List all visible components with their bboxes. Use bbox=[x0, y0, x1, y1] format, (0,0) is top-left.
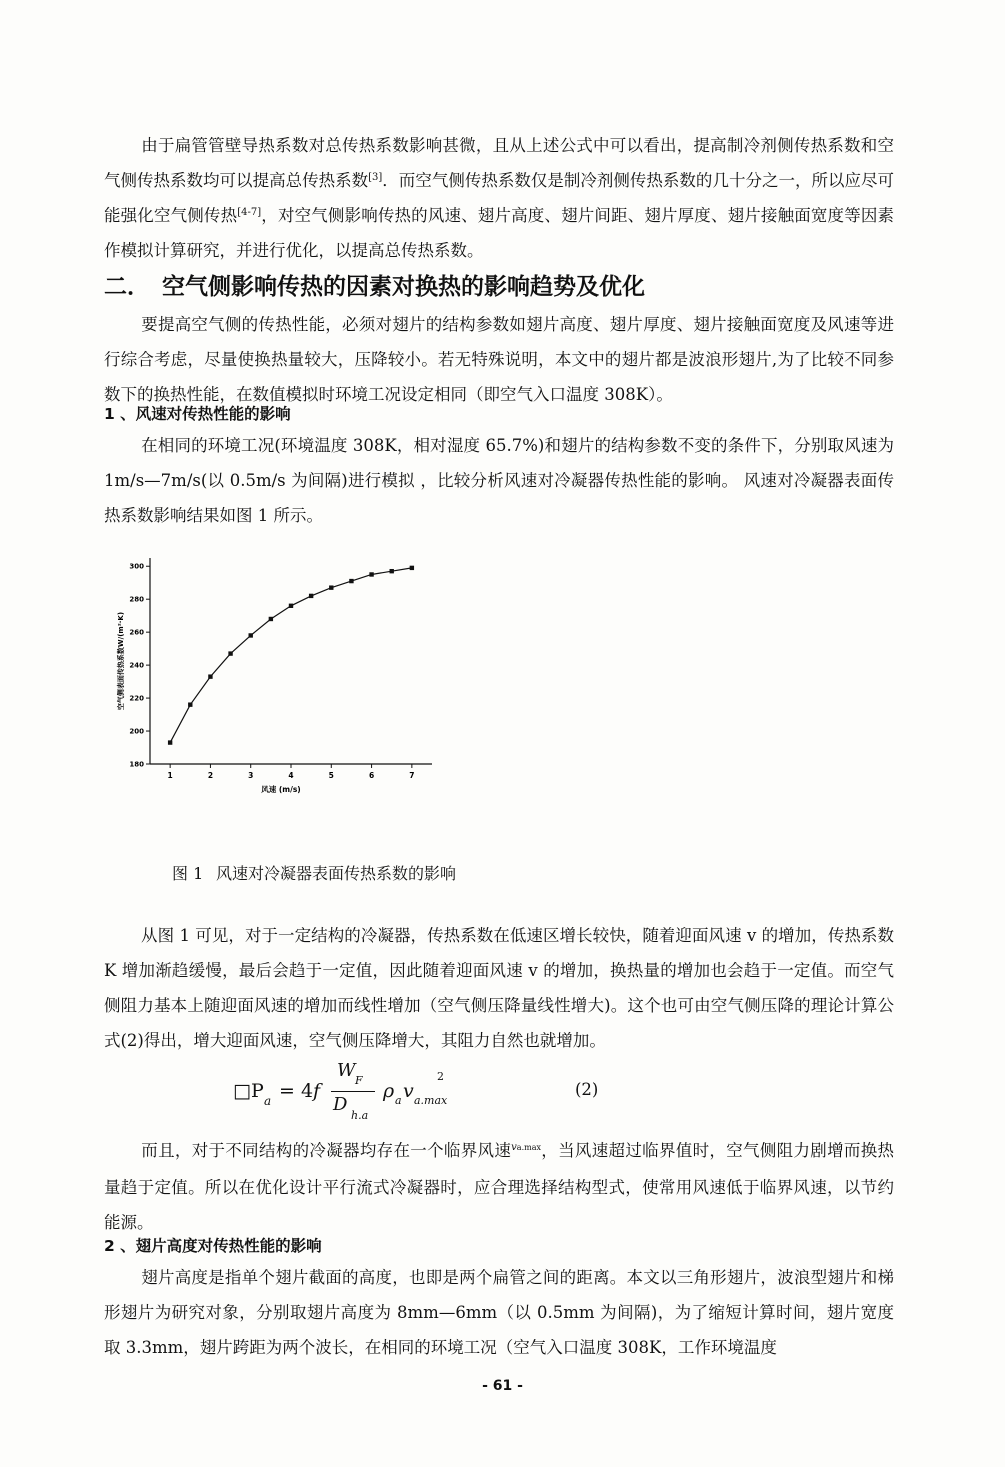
data-point bbox=[309, 594, 313, 598]
series-line bbox=[170, 568, 412, 743]
subsection-heading-wind-speed: 1 、风速对传热性能的影响 bbox=[104, 405, 291, 423]
figure-caption-text: 风速对冷凝器表面传热系数的影响 bbox=[216, 864, 457, 883]
paragraph-wind-speed: 在相同的环境工况(环境温度 308K，相对湿度 65.7%)和翅片的结构参数不变的条件下，分别取风速为 1m/s—7m/s(以 0.5m/s 为间隔)进行模拟 ，比较分析风速对冷凝器传热性能的影响。 风速对冷凝器表面传热系数影响结果如图 1 所示。 bbox=[104, 436, 894, 525]
y-tick-label: 200 bbox=[129, 727, 144, 736]
subsection-heading-fin-height: 2 、翅片高度对传热性能的影响 bbox=[104, 1237, 322, 1255]
x-tick-label: 1 bbox=[167, 771, 173, 780]
page-number: - 61 - bbox=[482, 1378, 523, 1394]
wind-speed-chart bbox=[110, 548, 450, 808]
formula-density-sub: a bbox=[395, 1094, 402, 1107]
data-point bbox=[289, 604, 293, 608]
paragraph-analysis: 从图 1 可见，对于一定结构的冷凝器，传热系数在低速区增长较快，随着迎面风速 v 的增加，传热系数 K 增加渐趋缓慢，最后会趋于一定值，因此随着迎面风速 v 的增加，换热量的增加也会趋于一定值。而空气侧阻力基本上随迎面风速的增加而线性增加（空气侧压降量线性增大)。这个也可由空气侧压降的理论计算公式(2)得出，增大迎面风速，空气侧压降增大，其阻力自然也就增加。 bbox=[104, 926, 894, 1050]
x-tick-label: 3 bbox=[248, 771, 254, 780]
data-point bbox=[249, 633, 253, 637]
data-point bbox=[410, 566, 414, 570]
data-point bbox=[208, 674, 212, 678]
data-point bbox=[390, 569, 394, 573]
x-tick-label: 4 bbox=[288, 771, 294, 780]
section-number: 二． bbox=[104, 274, 150, 300]
paragraph-intro: 由于扁管管壁导热系数对总传热系数影响甚微，且从上述公式中可以看出，提高制冷剂侧传热系数和空气侧传热系数均可以提高总传热系数[3]．而空气侧传热系数仅是制冷剂侧传热系数的几十分之一，所以应尽可能强化空气侧传热[4-7]，对空气侧影响传热的风速、翅片高度、翅片间距、翅片厚度、翅片接触面宽度等因素作模拟计算研究，并进行优化，以提高总传热系数。 bbox=[104, 136, 895, 260]
formula-lhs-sub: a bbox=[264, 1094, 272, 1108]
formula-friction: f bbox=[313, 1080, 321, 1102]
y-tick-label: 240 bbox=[129, 661, 144, 670]
figure-caption-label: 图 1 bbox=[172, 864, 204, 883]
formula-denominator: D bbox=[333, 1094, 348, 1115]
data-point bbox=[228, 651, 232, 655]
data-point bbox=[269, 617, 273, 621]
formula-fraction-bar bbox=[331, 1091, 375, 1092]
y-tick-label: 220 bbox=[129, 694, 144, 703]
x-tick-label: 7 bbox=[409, 771, 415, 780]
data-point bbox=[349, 579, 353, 583]
formula-numerator: W bbox=[337, 1060, 356, 1081]
section-heading bbox=[104, 270, 894, 304]
formula-density: ρ bbox=[383, 1080, 395, 1102]
paragraph-fin-height: 翅片高度是指单个翅片截面的高度，也即是两个扁管之间的距离。本文以三角形翅片，波浪型翅片和梯形翅片为研究对象，分别取翅片高度为 8mm—6mm（以 0.5mm 为间隔)，为了缩短计算时间，翅片宽度取 3.3mm，翅片跨距为两个波长，在相同的环境工况（空气入口温度 308K，工作环境温度 bbox=[104, 1268, 894, 1357]
data-point bbox=[188, 702, 192, 706]
formula-velocity: v bbox=[403, 1080, 414, 1102]
paragraph-critical-speed: 而且，对于不同结构的冷凝器均存在一个临界风速$^{va.max}$，当风速超过临界值时，空气侧阻力剧增而换热量趋于定值。所以在优化设计平行流式冷凝器时，应合理选择结构型式，使常用风速低于临界风速，以节约能源。 bbox=[104, 1141, 895, 1232]
data-point bbox=[329, 585, 333, 589]
formula-denominator-sub: h.a bbox=[351, 1109, 369, 1122]
x-tick-label: 5 bbox=[328, 771, 334, 780]
formula-lhs: □P bbox=[233, 1080, 264, 1102]
citation-ref: [4-7] bbox=[237, 207, 262, 218]
x-axis-label: 风速 (m/s) bbox=[261, 785, 301, 794]
data-point bbox=[168, 740, 172, 744]
y-axis-label: 空气侧表面传热系数W/(m²·K) bbox=[117, 611, 125, 711]
y-tick-label: 180 bbox=[129, 760, 144, 769]
citation-ref: [3] bbox=[368, 172, 383, 183]
formula-velocity-sub: a.max bbox=[414, 1094, 448, 1107]
y-tick-label: 280 bbox=[129, 595, 144, 604]
equation-number: (2) bbox=[575, 1080, 599, 1099]
formula-exponent: 2 bbox=[437, 1070, 444, 1083]
x-tick-label: 6 bbox=[368, 771, 375, 780]
section-title: 空气侧影响传热的因素对换热的影响趋势及优化 bbox=[162, 274, 645, 300]
paragraph-overview: 要提高空气侧的传热性能，必须对翅片的结构参数如翅片高度、翅片厚度、翅片接触面宽度及风速等进行综合考虑，尽量使换热量较大，压降较小。若无特殊说明，本文中的翅片都是波浪形翅片,为了比较不同参数下的换热性能，在数值模拟时环境工况设定相同（即空气入口温度 308K）。 bbox=[104, 315, 894, 404]
critical-velocity-symbol: va.max bbox=[511, 1142, 541, 1153]
y-tick-label: 260 bbox=[129, 628, 144, 637]
y-tick-label: 300 bbox=[129, 562, 144, 571]
formula-equals: = 4 bbox=[279, 1080, 314, 1102]
pressure-drop-formula bbox=[233, 1058, 693, 1124]
figure-caption bbox=[172, 862, 456, 886]
data-point bbox=[369, 572, 373, 576]
formula-numerator-sub: F bbox=[355, 1074, 363, 1087]
x-tick-label: 2 bbox=[207, 771, 214, 780]
